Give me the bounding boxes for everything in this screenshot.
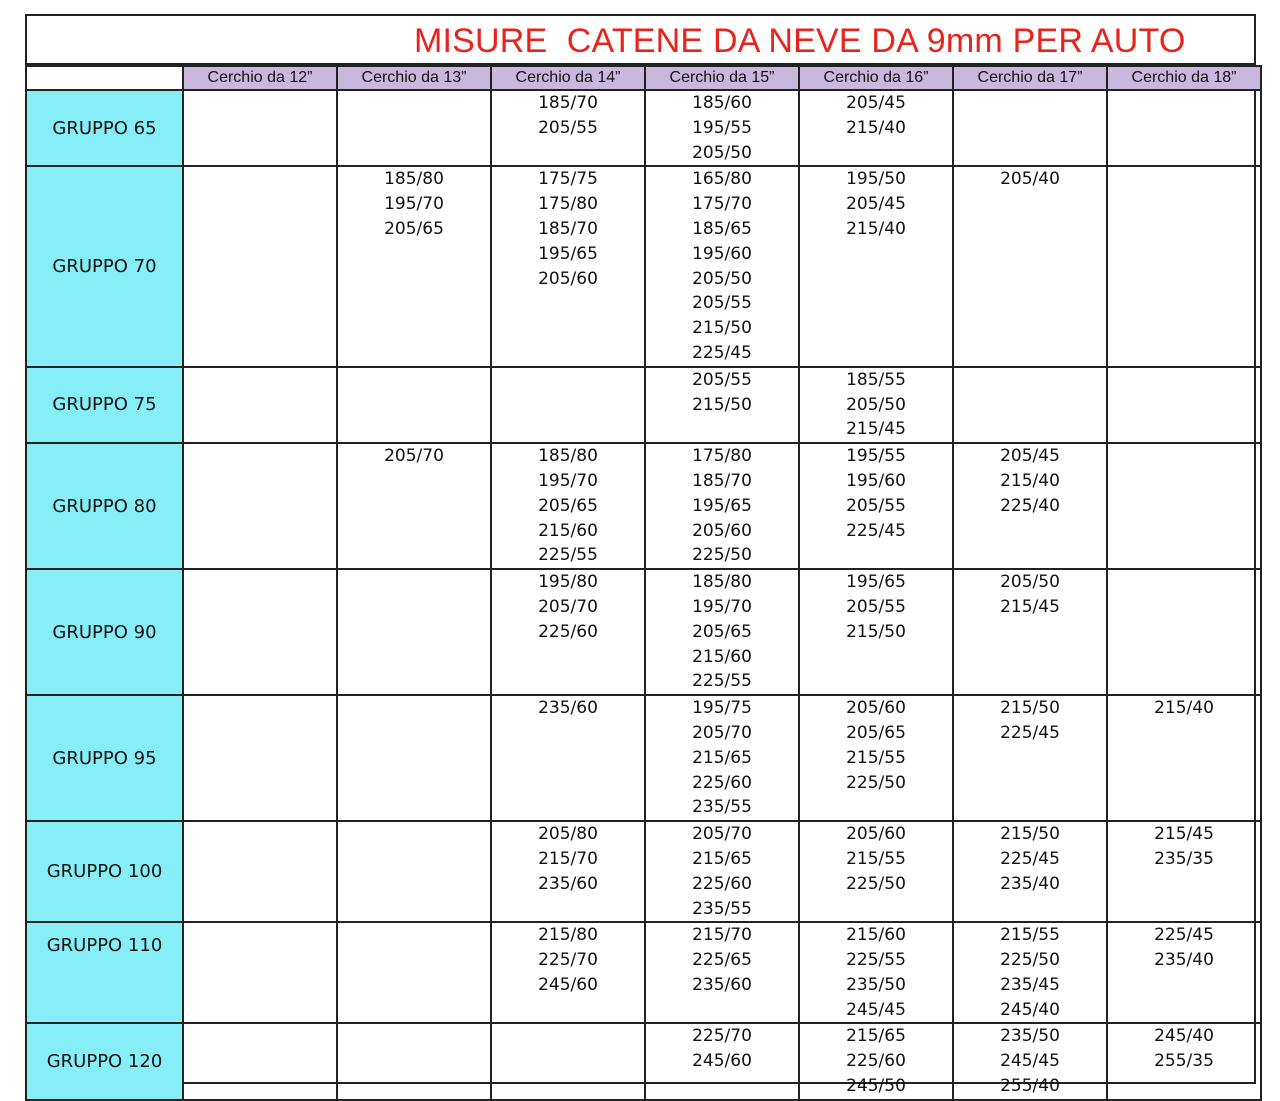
tire-size: 205/65: [538, 495, 598, 516]
tire-size: 175/80: [692, 446, 752, 467]
tire-size: 205/45: [846, 93, 906, 113]
tire-size: 215/40: [846, 117, 906, 138]
size-cell: [953, 443, 1107, 569]
tire-size: 195/70: [538, 470, 598, 491]
tire-size-list: [492, 696, 644, 721]
size-cell: [337, 821, 491, 922]
tire-size-list: [492, 822, 644, 896]
tire-size-list: [800, 570, 952, 644]
tire-size: 205/50: [692, 142, 752, 163]
table-row: [26, 569, 1261, 695]
tire-size: 215/50: [1000, 698, 1060, 719]
tire-size-list: [646, 923, 798, 997]
tire-size: 225/55: [538, 545, 598, 566]
tire-size: 245/40: [1154, 1026, 1214, 1047]
tire-size: 225/45: [1154, 925, 1214, 946]
tire-size: 205/50: [1000, 572, 1060, 593]
table-row: [26, 821, 1261, 922]
size-cell: [337, 695, 491, 821]
tire-size: 235/50: [1000, 1026, 1060, 1047]
tire-size: 245/60: [692, 1051, 752, 1072]
size-cell: [1107, 1023, 1261, 1099]
tire-size: 205/60: [846, 824, 906, 845]
size-cell: [645, 695, 799, 821]
tire-size-list: [954, 1024, 1106, 1098]
size-cell: [491, 695, 645, 821]
size-cell: [953, 821, 1107, 922]
tire-size: 205/70: [538, 596, 598, 617]
tire-size: 245/50: [846, 1076, 906, 1097]
size-cell: [799, 922, 953, 1023]
tire-size-list: [954, 167, 1106, 192]
tire-size: 165/80: [692, 169, 752, 190]
tire-size: 215/55: [1000, 925, 1060, 946]
size-cell: [799, 443, 953, 569]
group-label: GRUPPO 65: [26, 90, 183, 166]
tire-size-list: [492, 167, 644, 291]
size-cell: [799, 166, 953, 366]
tire-size: 215/45: [1000, 596, 1060, 617]
tire-size-list: [646, 1024, 798, 1074]
table-body: [26, 90, 1261, 1100]
tire-size: 195/60: [846, 470, 906, 491]
tire-size: 225/45: [692, 342, 752, 363]
tire-size: 195/75: [692, 698, 752, 719]
table-row: [26, 922, 1261, 1023]
tire-size: 205/55: [846, 495, 906, 516]
tire-size: 225/70: [538, 950, 598, 971]
size-cell: [183, 922, 337, 1023]
tire-size: 245/40: [1000, 999, 1060, 1020]
tire-size-list: [492, 570, 644, 644]
tire-size: 215/65: [846, 1026, 906, 1047]
tire-size: 215/55: [846, 848, 906, 869]
tire-size: 215/70: [538, 848, 598, 869]
size-cell: [645, 367, 799, 443]
tire-size: 205/65: [692, 621, 752, 642]
tire-size: 185/65: [692, 218, 752, 239]
col-header-12: Cerchio da 12”: [183, 66, 337, 90]
size-cell: [799, 1023, 953, 1099]
tire-size: 195/55: [846, 446, 906, 467]
size-cell: [645, 90, 799, 166]
tire-size-list: [800, 368, 952, 442]
tire-size-list: [1108, 822, 1260, 872]
size-cell: [491, 922, 645, 1023]
tire-size: 205/60: [846, 698, 906, 719]
tire-size: 255/40: [1000, 1076, 1060, 1097]
tire-size: 205/65: [384, 218, 444, 239]
tire-size: 205/40: [1000, 169, 1060, 190]
tire-size: 215/40: [846, 218, 906, 239]
size-cell: [183, 367, 337, 443]
tire-size: 225/60: [846, 1051, 906, 1072]
tire-size: 215/50: [692, 318, 752, 339]
size-cell: [645, 569, 799, 695]
tire-size: 205/60: [538, 268, 598, 289]
tire-size: 255/35: [1154, 1051, 1214, 1072]
tire-size: 185/80: [384, 169, 444, 190]
tire-size: 235/60: [692, 974, 752, 995]
chains-size-sheet: [25, 14, 1256, 1097]
tire-size: 215/45: [1154, 824, 1214, 845]
tire-size: 215/55: [846, 747, 906, 768]
size-cell: [491, 569, 645, 695]
tire-size-list: [954, 923, 1106, 1022]
size-cell: [491, 443, 645, 569]
tire-size: 205/50: [846, 394, 906, 415]
tire-size: 205/70: [384, 446, 444, 467]
tire-size: 215/40: [1154, 698, 1214, 719]
tire-size: 185/70: [538, 218, 598, 239]
tire-size: 185/60: [692, 93, 752, 113]
size-cell: [491, 821, 645, 922]
tire-size-list: [1108, 923, 1260, 973]
tire-size: 215/80: [538, 925, 598, 946]
tire-size: 195/70: [384, 194, 444, 215]
size-cell: [491, 166, 645, 366]
tire-size-list: [954, 696, 1106, 746]
size-cell: [645, 922, 799, 1023]
table-row: [26, 1023, 1261, 1099]
tire-size-list: [338, 444, 490, 469]
col-header-16: Cerchio da 16”: [799, 66, 953, 90]
tire-size: 245/60: [538, 974, 598, 995]
tire-size: 225/50: [846, 873, 906, 894]
tire-size: 225/50: [692, 545, 752, 566]
tire-size: 205/60: [692, 520, 752, 541]
tire-size: 215/60: [846, 925, 906, 946]
size-cell: [491, 367, 645, 443]
size-cell: [337, 922, 491, 1023]
size-cell: [183, 695, 337, 821]
tire-size-list: [800, 822, 952, 896]
size-cell: [953, 166, 1107, 366]
tire-size: 175/70: [692, 194, 752, 215]
size-cell: [645, 166, 799, 366]
tire-size: 225/45: [1000, 722, 1060, 743]
size-cell: [183, 90, 337, 166]
tire-size: 205/50: [692, 268, 752, 289]
size-cell: [491, 1023, 645, 1099]
size-cell: [645, 821, 799, 922]
tire-size: 235/45: [1000, 974, 1060, 995]
tire-size: 235/35: [1154, 848, 1214, 869]
tire-size-list: [800, 91, 952, 141]
tire-size-list: [646, 822, 798, 921]
tire-size: 205/55: [846, 596, 906, 617]
tire-size: 225/40: [1000, 495, 1060, 516]
table-row: [26, 90, 1261, 166]
tire-size: 195/55: [692, 117, 752, 138]
size-cell: [645, 1023, 799, 1099]
tire-size: 215/70: [692, 925, 752, 946]
tire-size-list: [646, 570, 798, 694]
size-cell: [337, 443, 491, 569]
size-cell: [337, 166, 491, 366]
page-title: MISURE CATENE DA NEVE DA 9mm PER AUTO: [414, 22, 1186, 60]
tire-size-list: [492, 444, 644, 568]
tire-size-list: [954, 570, 1106, 620]
tire-size-list: [1108, 1024, 1260, 1074]
tire-size: 245/45: [846, 999, 906, 1020]
tire-size: 235/40: [1000, 873, 1060, 894]
group-label: GRUPPO 100: [26, 821, 183, 922]
tire-size: 185/70: [692, 470, 752, 491]
tire-size-list: [646, 696, 798, 820]
tire-size-list: [800, 923, 952, 1022]
size-cell: [799, 569, 953, 695]
tire-size: 195/65: [846, 572, 906, 593]
group-label: GRUPPO 120: [26, 1023, 183, 1099]
size-cell: [183, 166, 337, 366]
size-cell: [953, 922, 1107, 1023]
tire-size: 225/50: [846, 772, 906, 793]
tire-size: 215/50: [1000, 824, 1060, 845]
tire-size: 225/45: [1000, 848, 1060, 869]
table-row: [26, 367, 1261, 443]
size-cell: [1107, 166, 1261, 366]
tire-size: 205/80: [538, 824, 598, 845]
tire-size: 195/70: [692, 596, 752, 617]
tire-size: 235/55: [692, 898, 752, 919]
tire-size-list: [646, 167, 798, 365]
size-cell: [1107, 367, 1261, 443]
size-cell: [183, 821, 337, 922]
tire-size: 205/55: [692, 293, 752, 314]
group-label: GRUPPO 95: [26, 695, 183, 821]
header-row: [26, 66, 1261, 90]
tire-size-list: [954, 444, 1106, 518]
col-header-13: Cerchio da 13”: [337, 66, 491, 90]
size-cell: [1107, 922, 1261, 1023]
tire-size: 215/60: [692, 646, 752, 667]
tire-size-list: [338, 167, 490, 241]
size-cell: [337, 90, 491, 166]
tire-size-list: [646, 91, 798, 165]
size-cell: [953, 90, 1107, 166]
group-label: GRUPPO 70: [26, 166, 183, 366]
size-cell: [953, 569, 1107, 695]
size-cell: [953, 367, 1107, 443]
size-cell: [183, 1023, 337, 1099]
tire-size: 195/50: [846, 169, 906, 190]
tire-size: 195/65: [538, 243, 598, 264]
size-cell: [183, 569, 337, 695]
tire-size: 215/50: [846, 621, 906, 642]
tire-size: 215/40: [1000, 470, 1060, 491]
tire-size-list: [800, 167, 952, 241]
size-cell: [337, 1023, 491, 1099]
group-label: GRUPPO 90: [26, 569, 183, 695]
tire-size: 205/55: [538, 117, 598, 138]
tire-size: 225/55: [692, 671, 752, 692]
tire-size: 225/55: [846, 950, 906, 971]
tire-size: 185/80: [538, 446, 598, 467]
size-cell: [953, 695, 1107, 821]
tire-size: 185/70: [538, 93, 598, 113]
tire-size: 225/50: [1000, 950, 1060, 971]
tire-size: 235/60: [538, 698, 598, 719]
tire-size: 235/40: [1154, 950, 1214, 971]
tire-size-list: [1108, 696, 1260, 721]
tire-size: 225/65: [692, 950, 752, 971]
group-column-header: [26, 66, 183, 90]
tire-size: 175/80: [538, 194, 598, 215]
title-row: [27, 16, 1254, 65]
size-cell: [953, 1023, 1107, 1099]
tire-size: 215/60: [538, 520, 598, 541]
tire-size: 205/45: [846, 194, 906, 215]
tire-size: 205/70: [692, 722, 752, 743]
tire-size: 225/45: [846, 520, 906, 541]
tire-size: 215/65: [692, 747, 752, 768]
tire-size: 225/70: [692, 1026, 752, 1047]
tire-size: 205/45: [1000, 446, 1060, 467]
tire-size: 245/45: [1000, 1051, 1060, 1072]
col-header-15: Cerchio da 15”: [645, 66, 799, 90]
table-row: [26, 443, 1261, 569]
table-row: [26, 166, 1261, 366]
tire-size: 205/70: [692, 824, 752, 845]
tire-size: 215/50: [692, 394, 752, 415]
tire-size: 205/65: [846, 722, 906, 743]
tire-size-list: [646, 444, 798, 568]
size-cell: [337, 367, 491, 443]
tire-size-list: [800, 1024, 952, 1098]
table-row: [26, 695, 1261, 821]
tire-size-list: [800, 696, 952, 795]
size-cell: [799, 695, 953, 821]
tire-size: 215/45: [846, 419, 906, 440]
col-header-18: Cerchio da 18”: [1107, 66, 1261, 90]
tire-size: 195/60: [692, 243, 752, 264]
tire-size-list: [492, 91, 644, 141]
size-cell: [799, 90, 953, 166]
tire-size: 235/55: [692, 797, 752, 818]
tire-size: 185/55: [846, 369, 906, 390]
size-cell: [183, 443, 337, 569]
tire-size-list: [954, 822, 1106, 896]
size-cell: [799, 821, 953, 922]
tire-size-list: [800, 444, 952, 543]
tire-size: 195/80: [538, 572, 598, 593]
size-cell: [1107, 821, 1261, 922]
tire-size: 235/50: [846, 974, 906, 995]
size-cell: [1107, 569, 1261, 695]
col-header-17: Cerchio da 17”: [953, 66, 1107, 90]
size-cell: [1107, 90, 1261, 166]
size-cell: [1107, 443, 1261, 569]
group-label: GRUPPO 80: [26, 443, 183, 569]
tire-size-list: [492, 923, 644, 997]
tire-size: 225/60: [692, 772, 752, 793]
size-cell: [491, 90, 645, 166]
tire-size: 175/75: [538, 169, 598, 190]
tire-size: 225/60: [538, 621, 598, 642]
tire-size: 225/60: [692, 873, 752, 894]
size-cell: [799, 367, 953, 443]
group-label: GRUPPO 110: [26, 922, 183, 1023]
size-cell: [337, 569, 491, 695]
sizes-table: [25, 65, 1262, 1101]
tire-size: 195/65: [692, 495, 752, 516]
tire-size: 235/60: [538, 873, 598, 894]
tire-size: 205/55: [692, 369, 752, 390]
col-header-14: Cerchio da 14”: [491, 66, 645, 90]
size-cell: [1107, 695, 1261, 821]
tire-size-list: [646, 368, 798, 418]
tire-size: 215/65: [692, 848, 752, 869]
group-label: GRUPPO 75: [26, 367, 183, 443]
tire-size: 185/80: [692, 572, 752, 593]
size-cell: [645, 443, 799, 569]
